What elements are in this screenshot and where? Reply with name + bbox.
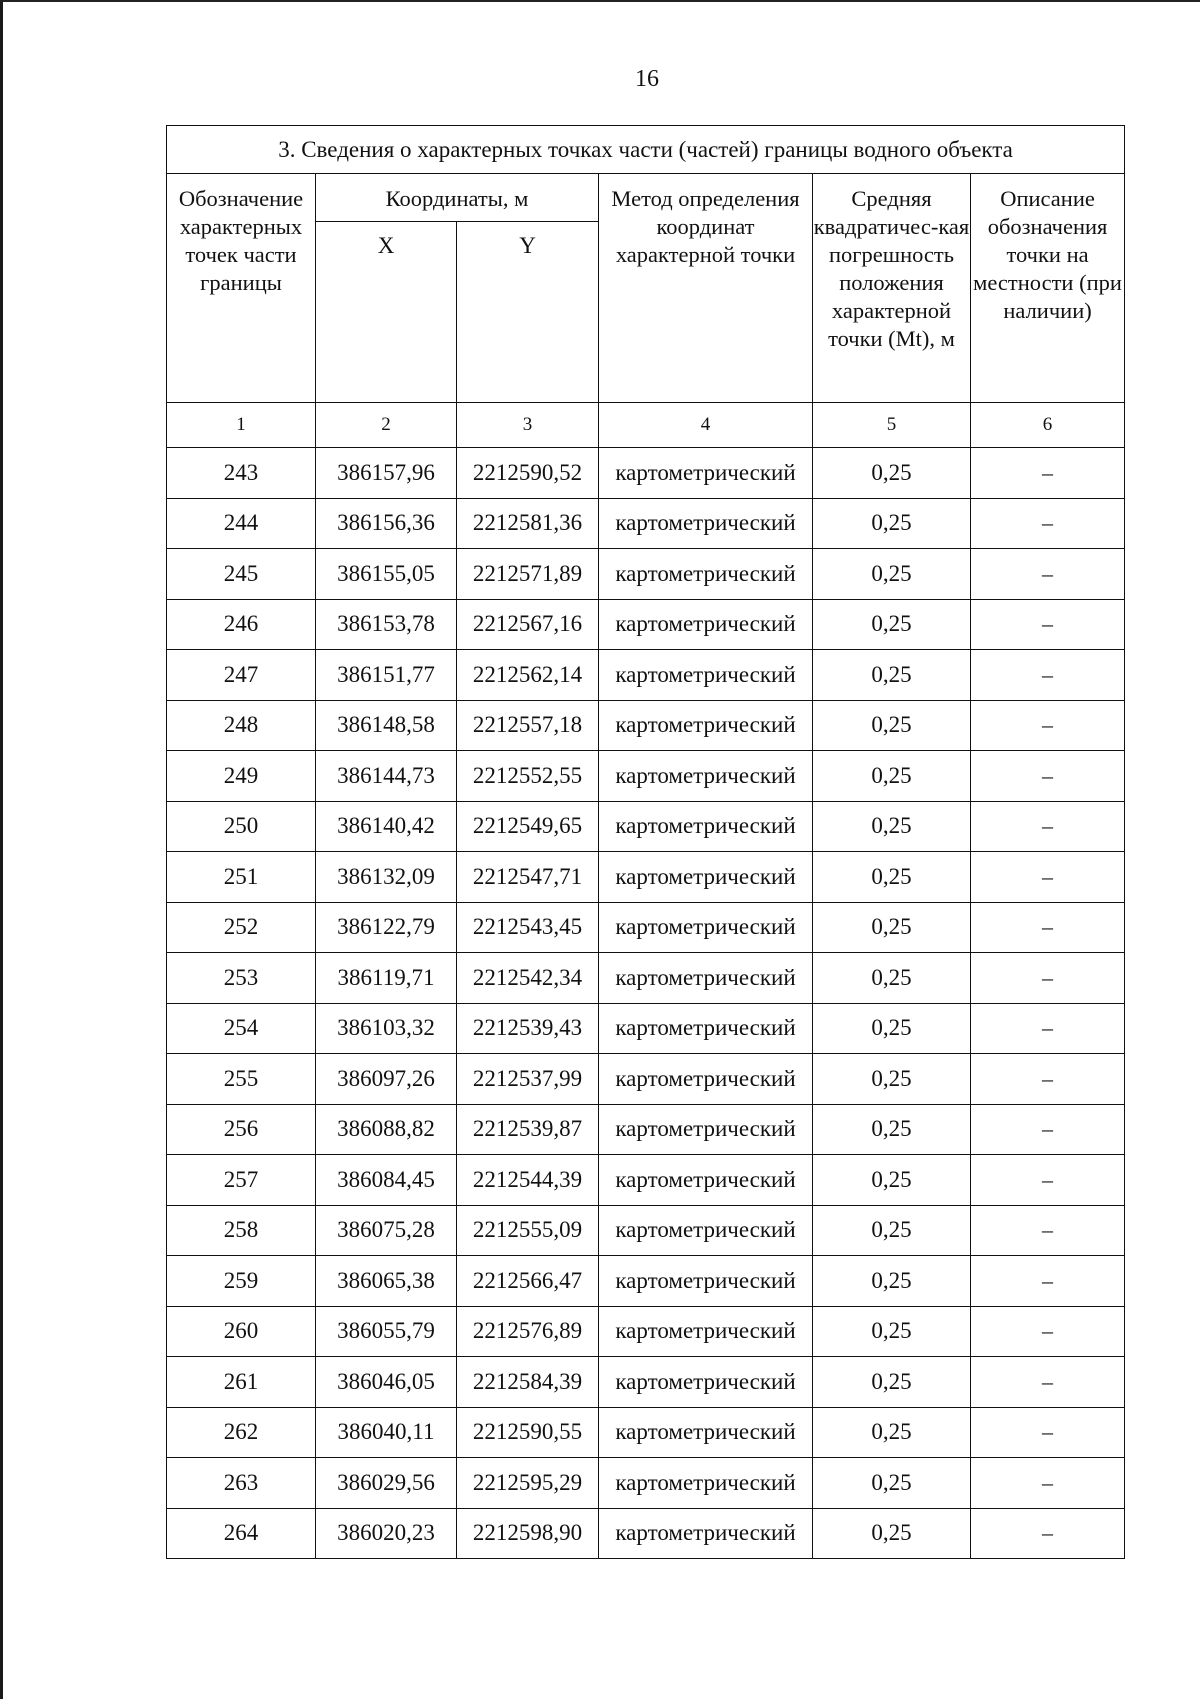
table-row <box>167 801 1125 852</box>
method-cell: картометрический <box>599 953 813 1004</box>
coord-y-cell: 2212566,47 <box>457 1256 599 1307</box>
point-number-cell: 245 <box>167 549 316 600</box>
table-row <box>167 1458 1125 1509</box>
description-cell: – <box>971 852 1125 903</box>
description-cell: – <box>971 1407 1125 1458</box>
method-cell: картометрический <box>599 1205 813 1256</box>
coord-y-cell: 2212598,90 <box>457 1508 599 1559</box>
header-y: Y <box>457 222 599 403</box>
description-cell: – <box>971 1508 1125 1559</box>
method-cell: картометрический <box>599 1458 813 1509</box>
table-row <box>167 1003 1125 1054</box>
coord-y-cell: 2212539,87 <box>457 1104 599 1155</box>
method-cell: картометрический <box>599 700 813 751</box>
boundary-points-table <box>166 125 1125 1559</box>
description-cell: – <box>971 1205 1125 1256</box>
coord-x-cell: 386153,78 <box>316 599 457 650</box>
method-cell: картометрический <box>599 448 813 499</box>
error-mt-cell: 0,25 <box>813 1155 971 1206</box>
method-cell: картометрический <box>599 1003 813 1054</box>
method-cell: картометрический <box>599 498 813 549</box>
table-row <box>167 498 1125 549</box>
scan-left-edge <box>0 0 3 1699</box>
point-number-cell: 246 <box>167 599 316 650</box>
coord-y-cell: 2212549,65 <box>457 801 599 852</box>
method-cell: картометрический <box>599 1256 813 1307</box>
method-cell: картометрический <box>599 549 813 600</box>
coord-x-cell: 386075,28 <box>316 1205 457 1256</box>
coord-y-cell: 2212590,55 <box>457 1407 599 1458</box>
method-cell: картометрический <box>599 1407 813 1458</box>
description-cell: – <box>971 1155 1125 1206</box>
point-number-cell: 258 <box>167 1205 316 1256</box>
coord-x-cell: 386029,56 <box>316 1458 457 1509</box>
description-cell: – <box>971 1306 1125 1357</box>
page-number: 16 <box>635 66 659 92</box>
column-number: 4 <box>599 403 813 448</box>
header-row <box>167 174 1125 222</box>
coord-x-cell: 386020,23 <box>316 1508 457 1559</box>
error-mt-cell: 0,25 <box>813 1407 971 1458</box>
description-cell: – <box>971 801 1125 852</box>
table-row <box>167 549 1125 600</box>
method-cell: картометрический <box>599 1054 813 1105</box>
column-number-row <box>167 403 1125 448</box>
error-mt-cell: 0,25 <box>813 599 971 650</box>
method-cell: картометрический <box>599 1155 813 1206</box>
coord-x-cell: 386088,82 <box>316 1104 457 1155</box>
point-number-cell: 243 <box>167 448 316 499</box>
column-number: 1 <box>167 403 316 448</box>
error-mt-cell: 0,25 <box>813 650 971 701</box>
coord-y-cell: 2212557,18 <box>457 700 599 751</box>
column-number: 2 <box>316 403 457 448</box>
scan-top-edge <box>0 0 1200 2</box>
point-number-cell: 255 <box>167 1054 316 1105</box>
method-cell: картометрический <box>599 1508 813 1559</box>
point-number-cell: 264 <box>167 1508 316 1559</box>
description-cell: – <box>971 1003 1125 1054</box>
coord-x-cell: 386055,79 <box>316 1306 457 1357</box>
coord-x-cell: 386065,38 <box>316 1256 457 1307</box>
column-number: 6 <box>971 403 1125 448</box>
table-title-row <box>167 126 1125 174</box>
coord-x-cell: 386155,05 <box>316 549 457 600</box>
point-number-cell: 259 <box>167 1256 316 1307</box>
description-cell: – <box>971 1054 1125 1105</box>
method-cell: картометрический <box>599 1306 813 1357</box>
header-method: Метод определения координат характерной точки <box>599 174 813 403</box>
table-row <box>167 1357 1125 1408</box>
coord-y-cell: 2212552,55 <box>457 751 599 802</box>
table-row <box>167 1104 1125 1155</box>
point-number-cell: 253 <box>167 953 316 1004</box>
header-designation: Обозначение характерных точек части границы <box>167 174 316 403</box>
table-row <box>167 852 1125 903</box>
coord-y-cell: 2212543,45 <box>457 902 599 953</box>
error-mt-cell: 0,25 <box>813 852 971 903</box>
point-number-cell: 261 <box>167 1357 316 1408</box>
point-number-cell: 262 <box>167 1407 316 1458</box>
coord-x-cell: 386156,36 <box>316 498 457 549</box>
column-number: 3 <box>457 403 599 448</box>
description-cell: – <box>971 953 1125 1004</box>
description-cell: – <box>971 650 1125 701</box>
error-mt-cell: 0,25 <box>813 1357 971 1408</box>
error-mt-cell: 0,25 <box>813 751 971 802</box>
error-mt-cell: 0,25 <box>813 1003 971 1054</box>
coord-y-cell: 2212576,89 <box>457 1306 599 1357</box>
error-mt-cell: 0,25 <box>813 549 971 600</box>
table-row <box>167 1155 1125 1206</box>
description-cell: – <box>971 902 1125 953</box>
coord-y-cell: 2212590,52 <box>457 448 599 499</box>
error-mt-cell: 0,25 <box>813 953 971 1004</box>
point-number-cell: 263 <box>167 1458 316 1509</box>
coord-y-cell: 2212537,99 <box>457 1054 599 1105</box>
coord-x-cell: 386151,77 <box>316 650 457 701</box>
coord-x-cell: 386097,26 <box>316 1054 457 1105</box>
table-row <box>167 953 1125 1004</box>
point-number-cell: 248 <box>167 700 316 751</box>
coord-y-cell: 2212547,71 <box>457 852 599 903</box>
point-number-cell: 251 <box>167 852 316 903</box>
table-row <box>167 1407 1125 1458</box>
table-row <box>167 700 1125 751</box>
description-cell: – <box>971 1256 1125 1307</box>
description-cell: – <box>971 448 1125 499</box>
point-number-cell: 254 <box>167 1003 316 1054</box>
description-cell: – <box>971 498 1125 549</box>
method-cell: картометрический <box>599 902 813 953</box>
description-cell: – <box>971 1458 1125 1509</box>
description-cell: – <box>971 700 1125 751</box>
coord-y-cell: 2212567,16 <box>457 599 599 650</box>
error-mt-cell: 0,25 <box>813 1508 971 1559</box>
point-number-cell: 249 <box>167 751 316 802</box>
coord-x-cell: 386119,71 <box>316 953 457 1004</box>
coord-x-cell: 386132,09 <box>316 852 457 903</box>
coord-x-cell: 386084,45 <box>316 1155 457 1206</box>
error-mt-cell: 0,25 <box>813 1256 971 1307</box>
table-row <box>167 1306 1125 1357</box>
description-cell: – <box>971 751 1125 802</box>
point-number-cell: 257 <box>167 1155 316 1206</box>
header-error: Средняя квадратичес-кая погрешность положения характерной точки (Mt), м <box>813 174 971 403</box>
table-row <box>167 1508 1125 1559</box>
column-number: 5 <box>813 403 971 448</box>
table-title: 3. Сведения о характерных точках части (частей) границы водного объекта <box>167 126 1125 174</box>
error-mt-cell: 0,25 <box>813 1458 971 1509</box>
error-mt-cell: 0,25 <box>813 801 971 852</box>
coord-x-cell: 386148,58 <box>316 700 457 751</box>
coord-y-cell: 2212581,36 <box>457 498 599 549</box>
coord-x-cell: 386122,79 <box>316 902 457 953</box>
error-mt-cell: 0,25 <box>813 1054 971 1105</box>
coord-x-cell: 386103,32 <box>316 1003 457 1054</box>
error-mt-cell: 0,25 <box>813 902 971 953</box>
table-row <box>167 1256 1125 1307</box>
coord-y-cell: 2212544,39 <box>457 1155 599 1206</box>
description-cell: – <box>971 1357 1125 1408</box>
table-row <box>167 1054 1125 1105</box>
table-row <box>167 448 1125 499</box>
method-cell: картометрический <box>599 1357 813 1408</box>
header-description: Описание обозначения точки на местности (при наличии) <box>971 174 1125 403</box>
error-mt-cell: 0,25 <box>813 448 971 499</box>
coord-x-cell: 386140,42 <box>316 801 457 852</box>
table-row <box>167 599 1125 650</box>
coord-y-cell: 2212595,29 <box>457 1458 599 1509</box>
point-number-cell: 250 <box>167 801 316 852</box>
method-cell: картометрический <box>599 751 813 802</box>
point-number-cell: 260 <box>167 1306 316 1357</box>
error-mt-cell: 0,25 <box>813 1205 971 1256</box>
table-row <box>167 902 1125 953</box>
table-row <box>167 1205 1125 1256</box>
header-x: X <box>316 222 457 403</box>
method-cell: картометрический <box>599 650 813 701</box>
table-row <box>167 751 1125 802</box>
method-cell: картометрический <box>599 801 813 852</box>
coord-x-cell: 386157,96 <box>316 448 457 499</box>
description-cell: – <box>971 599 1125 650</box>
description-cell: – <box>971 549 1125 600</box>
point-number-cell: 252 <box>167 902 316 953</box>
error-mt-cell: 0,25 <box>813 1104 971 1155</box>
error-mt-cell: 0,25 <box>813 700 971 751</box>
point-number-cell: 247 <box>167 650 316 701</box>
description-cell: – <box>971 1104 1125 1155</box>
point-number-cell: 244 <box>167 498 316 549</box>
method-cell: картометрический <box>599 852 813 903</box>
method-cell: картометрический <box>599 1104 813 1155</box>
coord-y-cell: 2212571,89 <box>457 549 599 600</box>
coord-x-cell: 386046,05 <box>316 1357 457 1408</box>
coord-y-cell: 2212555,09 <box>457 1205 599 1256</box>
error-mt-cell: 0,25 <box>813 498 971 549</box>
coord-y-cell: 2212584,39 <box>457 1357 599 1408</box>
coord-x-cell: 386144,73 <box>316 751 457 802</box>
coord-x-cell: 386040,11 <box>316 1407 457 1458</box>
coord-y-cell: 2212562,14 <box>457 650 599 701</box>
error-mt-cell: 0,25 <box>813 1306 971 1357</box>
point-number-cell: 256 <box>167 1104 316 1155</box>
method-cell: картометрический <box>599 599 813 650</box>
coord-y-cell: 2212542,34 <box>457 953 599 1004</box>
table-row <box>167 650 1125 701</box>
header-coordinates: Координаты, м <box>316 174 599 222</box>
coord-y-cell: 2212539,43 <box>457 1003 599 1054</box>
